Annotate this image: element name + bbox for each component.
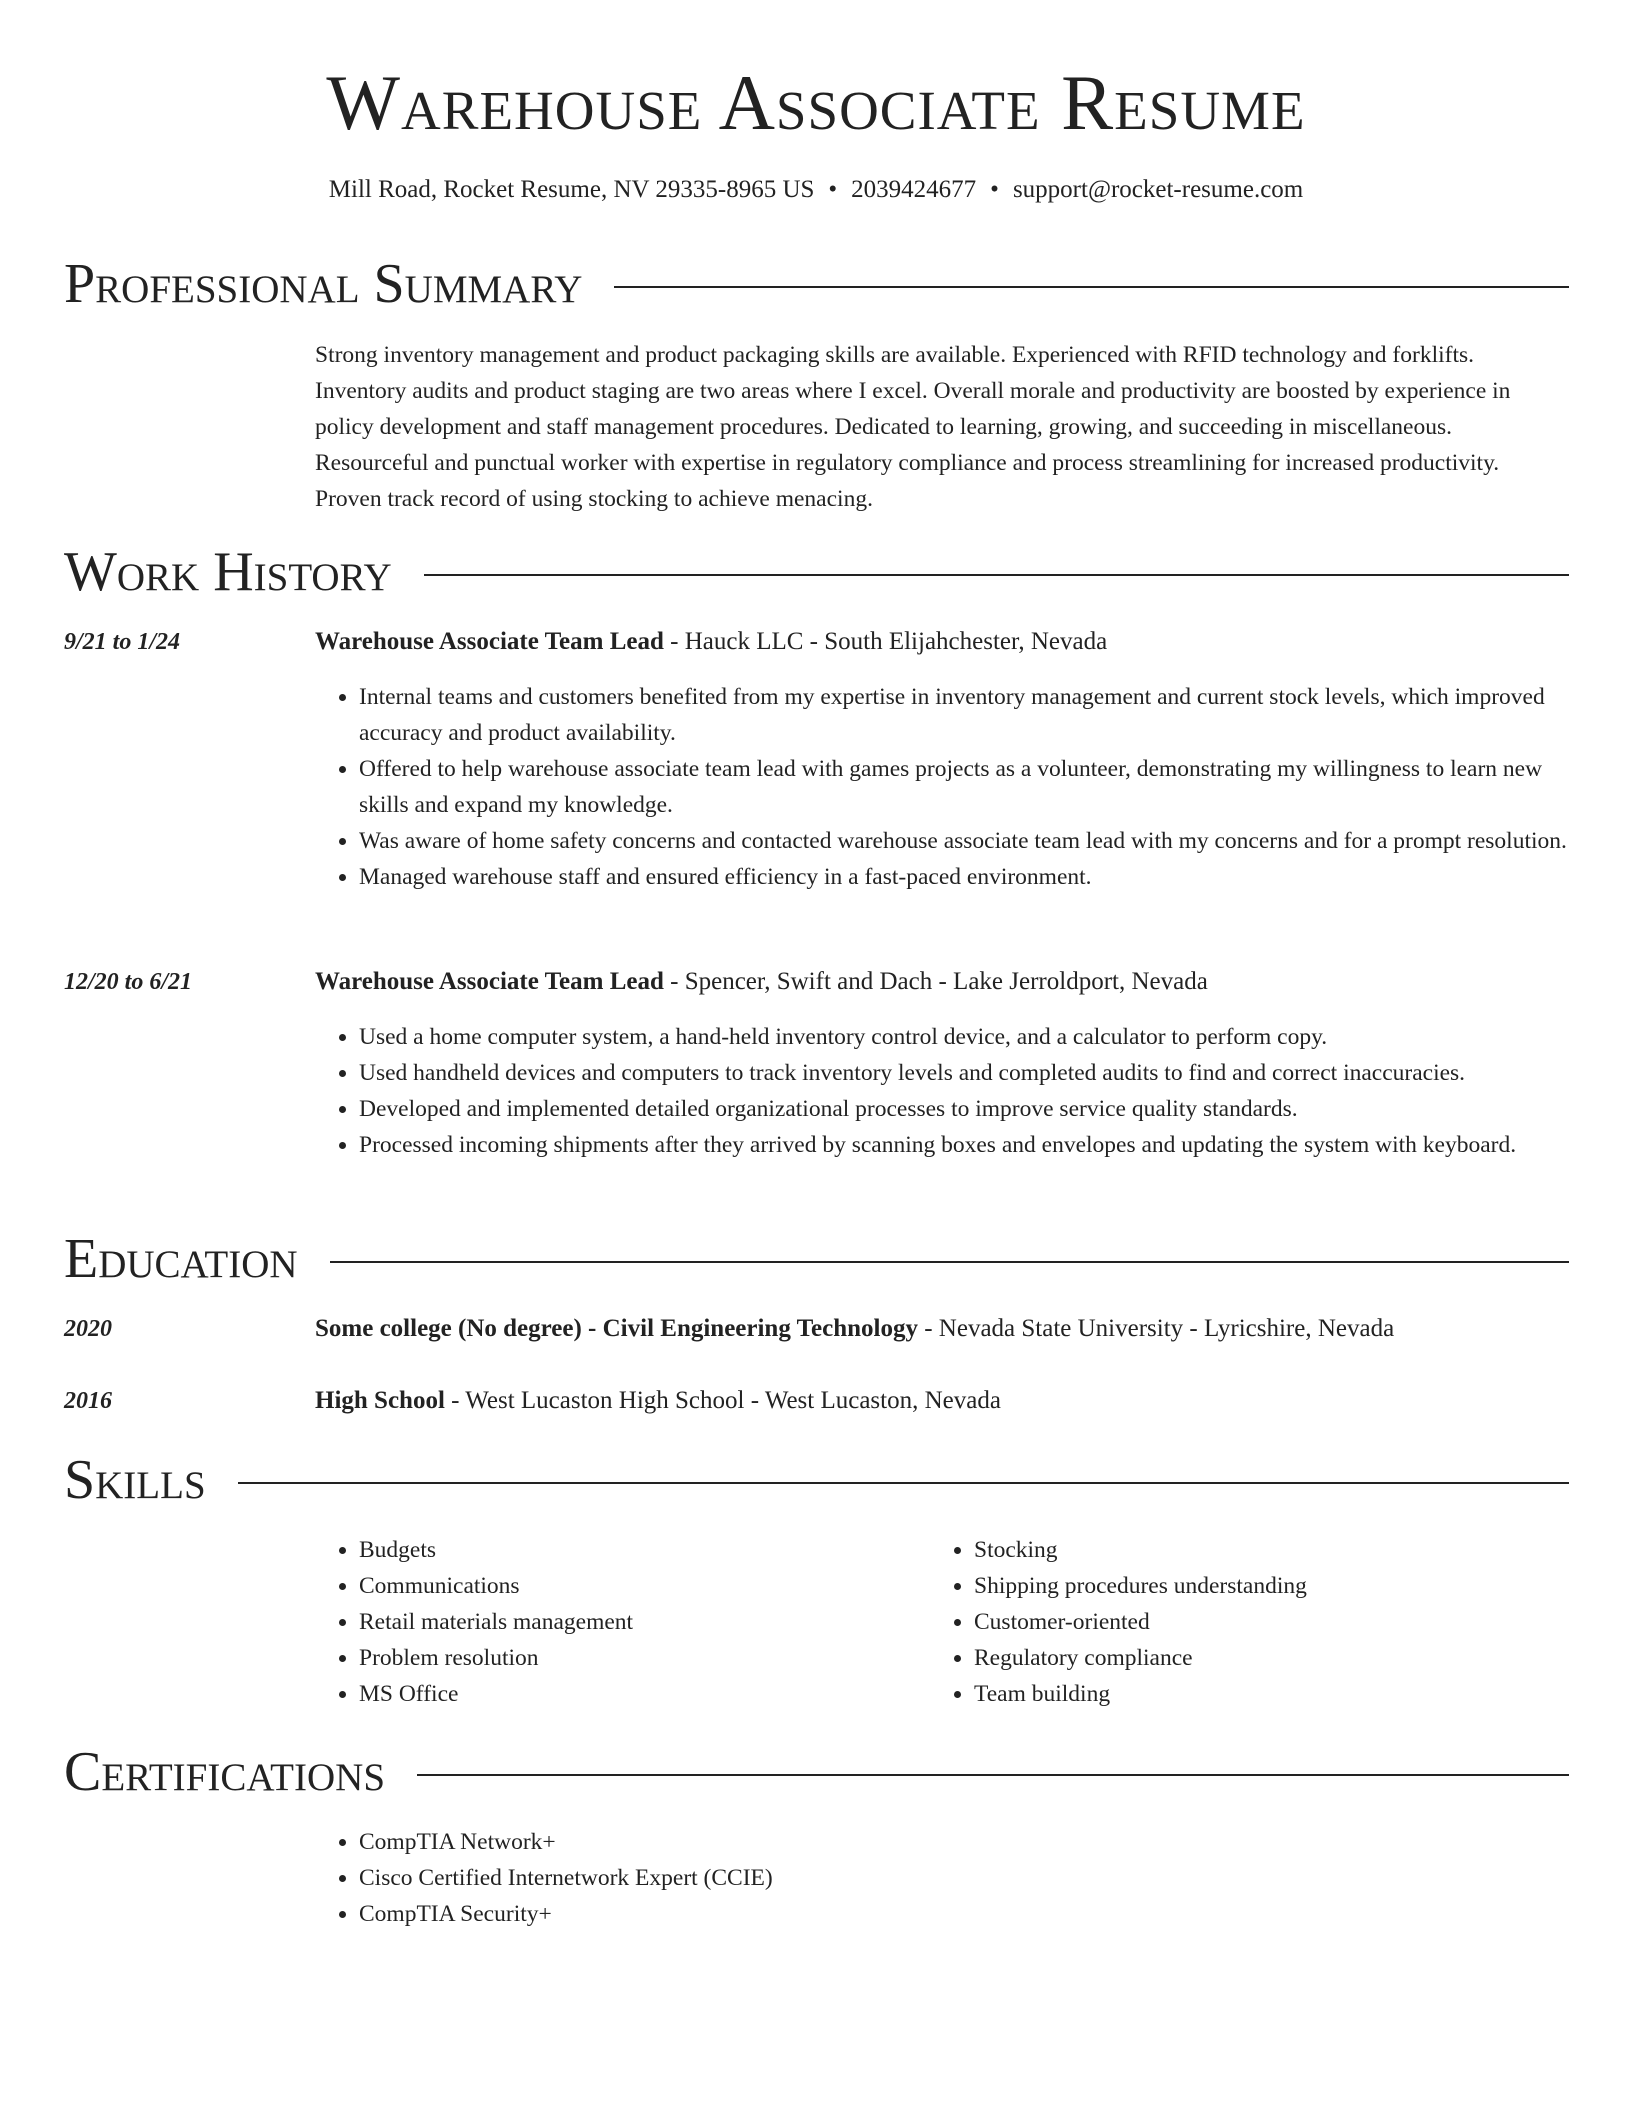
- skill-item: • Retail materials management: [359, 1604, 875, 1640]
- job-dates: 12/20 to 6/21: [64, 969, 193, 995]
- job-bullet: • Offered to help warehouse associate team lead with games projects as a volunteer, demonstrating my willingness to learn new skills and expand my knowledge.: [359, 751, 1570, 823]
- contact-email: support@rocket-resume.com: [1012, 176, 1304, 203]
- skills-list-right: [930, 1532, 1490, 1712]
- summary-text: Strong inventory management and product packaging skills are available. Experienced with RFID technology and forklifts. Inventory audits and product staging are two areas where I excel. Overall morale and productivity are boosted by experience in policy development and staff management procedures. Dedicated to learning, growing, and succeeding in miscellaneous. Resourceful and punctual worker with expertise in regulatory compliance and process streamlining for increased productivity. Proven track record of using stocking to achieve menacing.: [315, 342, 1511, 512]
- skill-item: • Budgets: [359, 1532, 875, 1568]
- skills-list-left: [315, 1532, 875, 1712]
- section-header-summary: [64, 252, 1569, 316]
- section-title-summary: Professional Summary: [64, 253, 583, 315]
- job-heading: [315, 965, 1575, 999]
- job-heading: [315, 625, 1575, 659]
- job-bullet: • Was aware of home safety concerns and contacted warehouse associate team lead with my concerns and for a prompt resolution.: [359, 823, 1570, 859]
- contact-separator: •: [990, 176, 999, 203]
- job-details: - Hauck LLC - South Elijahchester, Nevada: [663, 628, 1108, 655]
- section-header-skills: [64, 1448, 1569, 1512]
- job-bullet: • Internal teams and customers benefited from my expertise in inventory management and current stock levels, which improved accuracy and product availability.: [359, 679, 1570, 751]
- job-details: - Spencer, Swift and Dach - Lake Jerroldport, Nevada: [663, 968, 1208, 995]
- section-divider: [238, 1482, 1569, 1484]
- skill-item: • MS Office: [359, 1676, 875, 1712]
- certifications-list: [315, 1824, 1570, 1932]
- education-degree: High School: [315, 1387, 445, 1414]
- education-degree: Some college (No degree) - Civil Engineering Technology: [315, 1315, 918, 1342]
- section-divider: [424, 574, 1569, 576]
- section-header-education: [64, 1227, 1569, 1291]
- job-bullet: • Used a home computer system, a hand-held inventory control device, and a calculator to perform copy.: [359, 1019, 1570, 1055]
- job-bullet: • Used handheld devices and computers to track inventory levels and completed audits to find and correct inaccuracies.: [359, 1055, 1570, 1091]
- section-header-work-history: [64, 540, 1569, 604]
- section-title-work-history: Work History: [64, 541, 392, 603]
- skill-item: • Communications: [359, 1568, 875, 1604]
- job-bullet: • Managed warehouse staff and ensured efficiency in a fast-paced environment.: [359, 859, 1570, 895]
- skill-item: • Stocking: [974, 1532, 1490, 1568]
- resume-title: Warehouse Associate Resume: [326, 59, 1306, 146]
- section-header-certifications: [64, 1740, 1569, 1804]
- section-title-certifications: Certifications: [64, 1741, 386, 1803]
- section-title-education: Education: [64, 1228, 298, 1290]
- education-heading: [315, 1312, 1575, 1346]
- section-divider: [614, 286, 1569, 288]
- skill-item: • Team building: [974, 1676, 1490, 1712]
- skill-item: • Regulatory compliance: [974, 1640, 1490, 1676]
- section-divider: [417, 1774, 1569, 1776]
- contact-address: Mill Road, Rocket Resume, NV 29335-8965 US: [328, 176, 815, 203]
- skill-item: • Customer-oriented: [974, 1604, 1490, 1640]
- job-dates: 9/21 to 1/24: [64, 629, 181, 655]
- contact-separator: •: [828, 176, 838, 203]
- contact-line: [0, 174, 1632, 206]
- certification-item: • CompTIA Network+: [359, 1824, 1570, 1860]
- section-title-skills: Skills: [64, 1449, 206, 1511]
- job-role: Warehouse Associate Team Lead: [315, 628, 664, 655]
- job-role: Warehouse Associate Team Lead: [315, 968, 664, 995]
- job-bullet: • Developed and implemented detailed organizational processes to improve service quality standards.: [359, 1091, 1570, 1127]
- certification-item: • CompTIA Security+: [359, 1896, 1570, 1932]
- skill-item: • Problem resolution: [359, 1640, 875, 1676]
- skill-item: • Shipping procedures understanding: [974, 1568, 1490, 1604]
- education-year: 2020: [64, 1316, 112, 1342]
- certification-item: • Cisco Certified Internetwork Expert (CCIE): [359, 1860, 1570, 1896]
- contact-phone: 2039424677: [851, 176, 977, 203]
- education-year: 2016: [64, 1388, 112, 1414]
- job-bullet: • Processed incoming shipments after they arrived by scanning boxes and envelopes and updating the system with keyboard.: [359, 1127, 1570, 1163]
- section-divider: [330, 1261, 1569, 1263]
- job-bullets: [315, 1019, 1570, 1163]
- education-details: - Nevada State University - Lyricshire, Nevada: [917, 1315, 1395, 1342]
- education-details: - West Lucaston High School - West Lucaston, Nevada: [444, 1387, 1001, 1414]
- job-bullets: [315, 679, 1570, 895]
- education-heading: [315, 1384, 1575, 1418]
